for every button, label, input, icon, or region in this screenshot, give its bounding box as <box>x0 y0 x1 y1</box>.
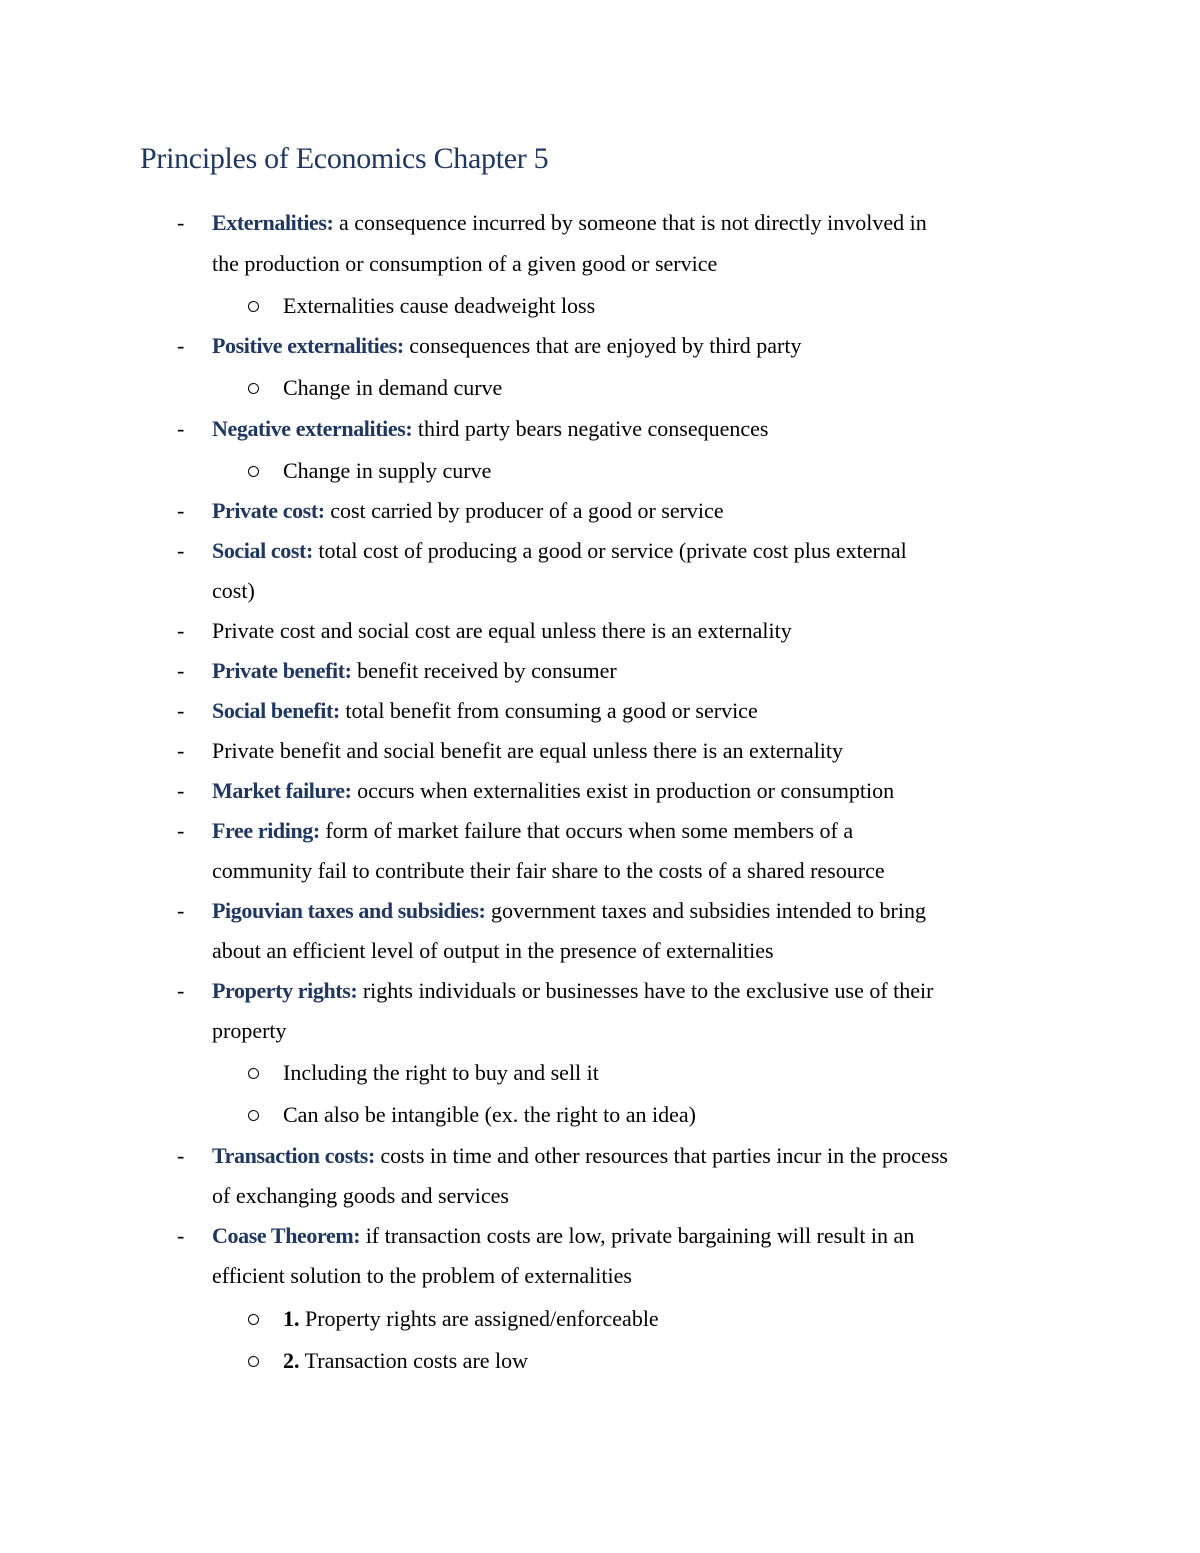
definition-text: cost carried by producer of a good or service <box>324 498 724 523</box>
definition-text: consequences that are enjoyed by third party <box>403 333 802 358</box>
dash-marker: - <box>177 618 185 643</box>
definition-text: third party bears negative consequences <box>412 416 769 441</box>
definition-text: a consequence incurred by someone that is not directly involved in <box>333 210 927 235</box>
term-label: Coase Theorem: <box>212 1223 361 1248</box>
definition-text: costs in time and other resources that parties incur in the process <box>374 1143 948 1168</box>
definition-text: form of market failure that occurs when some members of a <box>319 818 854 843</box>
list-item-continuation: community fail to contribute their fair share to the costs of a shared resource <box>212 858 885 883</box>
list-item-continuation: of exchanging goods and services <box>212 1183 509 1208</box>
page-title: Principles of Economics Chapter 5 <box>140 142 549 175</box>
sub-item-text: Including the right to buy and sell it <box>283 1060 599 1085</box>
dash-marker: - <box>177 210 185 235</box>
dash-marker: - <box>177 698 185 723</box>
list-item-line <box>212 209 927 237</box>
circle-bullet-icon <box>248 466 259 477</box>
sub-item-text <box>283 1347 528 1375</box>
dash-marker: - <box>177 416 185 441</box>
definition-text: total benefit from consuming a good or service <box>339 698 758 723</box>
dash-marker: - <box>177 1223 185 1248</box>
dash-marker: - <box>177 818 185 843</box>
term-label: Private cost: <box>212 498 325 523</box>
list-item-continuation: about an efficient level of output in the presence of externalities <box>212 938 774 963</box>
dash-marker: - <box>177 658 185 683</box>
circle-bullet-icon <box>248 1110 259 1121</box>
circle-bullet-icon <box>248 383 259 394</box>
list-item-continuation: the production or consumption of a given good or service <box>212 251 718 276</box>
definition-text: total cost of producing a good or service (private cost plus external <box>312 538 907 563</box>
list-item-line <box>212 497 724 525</box>
circle-bullet-icon <box>248 1356 259 1367</box>
list-item-line: Private cost and social cost are equal unless there is an externality <box>212 618 792 643</box>
list-item-line <box>212 697 758 725</box>
condition-number: 1. <box>283 1306 300 1331</box>
list-item-line <box>212 332 801 360</box>
term-label: Free riding: <box>212 818 320 843</box>
list-item-continuation: cost) <box>212 578 255 603</box>
condition-text: Transaction costs are low <box>299 1348 529 1373</box>
list-item-continuation: efficient solution to the problem of externalities <box>212 1263 632 1288</box>
list-item-line <box>212 537 907 565</box>
list-item-line <box>212 1142 948 1170</box>
term-label: Pigouvian taxes and subsidies: <box>212 898 486 923</box>
list-item-line <box>212 897 926 925</box>
dash-marker: - <box>177 898 185 923</box>
dash-marker: - <box>177 498 185 523</box>
term-label: Social cost: <box>212 538 313 563</box>
list-item-line: Private benefit and social benefit are equal unless there is an externality <box>212 738 844 763</box>
dash-marker: - <box>177 538 185 563</box>
term-label: Negative externalities: <box>212 416 413 441</box>
sub-item-text: Externalities cause deadweight loss <box>283 293 596 318</box>
sub-item-text: Can also be intangible (ex. the right to an idea) <box>283 1102 696 1127</box>
dash-marker: - <box>177 978 185 1003</box>
term-label: Transaction costs: <box>212 1143 375 1168</box>
list-item-line <box>212 977 934 1005</box>
definition-text: rights individuals or businesses have to the exclusive use of their <box>357 978 934 1003</box>
dash-marker: - <box>177 738 185 763</box>
list-item-line <box>212 777 894 805</box>
dash-marker: - <box>177 778 185 803</box>
term-label: Externalities: <box>212 210 334 235</box>
circle-bullet-icon <box>248 1314 259 1325</box>
dash-marker: - <box>177 1143 185 1168</box>
circle-bullet-icon <box>248 301 259 312</box>
list-item-line <box>212 817 853 845</box>
list-item-continuation: property <box>212 1018 287 1043</box>
definition-text: occurs when externalities exist in production or consumption <box>351 778 895 803</box>
dash-marker: - <box>177 333 185 358</box>
term-label: Private benefit: <box>212 658 352 683</box>
condition-number: 2. <box>283 1348 300 1373</box>
sub-item-text: Change in demand curve <box>283 375 503 400</box>
sub-item-text <box>283 1305 659 1333</box>
term-label: Social benefit: <box>212 698 340 723</box>
circle-bullet-icon <box>248 1068 259 1079</box>
term-label: Positive externalities: <box>212 333 404 358</box>
list-item-line <box>212 1222 914 1250</box>
term-label: Market failure: <box>212 778 352 803</box>
list-item-line <box>212 657 617 685</box>
condition-text: Property rights are assigned/enforceable <box>299 1306 659 1331</box>
sub-item-text: Change in supply curve <box>283 458 492 483</box>
term-label: Property rights: <box>212 978 358 1003</box>
list-item-line <box>212 415 768 443</box>
definition-text: government taxes and subsidies intended to bring <box>485 898 926 923</box>
definition-text: if transaction costs are low, private bargaining will result in an <box>360 1223 915 1248</box>
definition-text: benefit received by consumer <box>351 658 617 683</box>
